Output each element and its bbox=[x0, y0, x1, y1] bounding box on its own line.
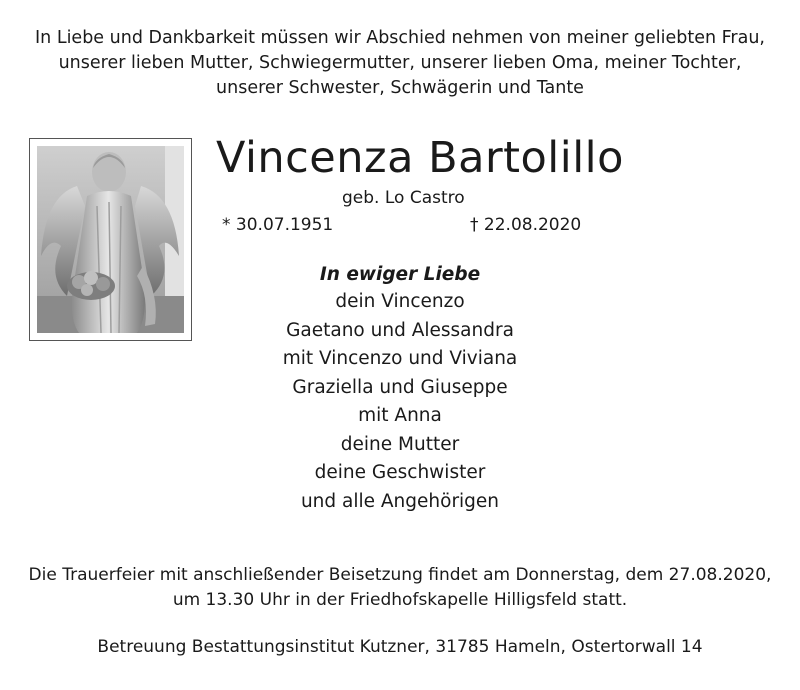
mourner-line: dein Vincenzo bbox=[335, 291, 465, 312]
deceased-name: Vincenza Bartolillo bbox=[216, 133, 624, 183]
intro-line: unserer Schwester, Schwägerin und Tante bbox=[216, 78, 584, 98]
mourner-line: und alle Angehörigen bbox=[300, 490, 500, 512]
intro-line: unserer lieben Mutter, Schwiegermutter, unserer lieben Oma, meiner Tochter, bbox=[58, 53, 742, 73]
memorial-photo bbox=[29, 138, 192, 341]
birth-name: geb. Lo Castro bbox=[342, 188, 465, 208]
funeral-line: Die Trauerfeier mit anschließender Beisetzung findet am Donnerstag, dem 27.08.2020, bbox=[28, 565, 772, 585]
mourner-line: mit Vincenzo und Viviana bbox=[282, 348, 518, 369]
mourner-line: deine Geschwister bbox=[314, 462, 486, 483]
birth-date: * 30.07.1951 bbox=[222, 215, 334, 235]
angel-statue-photo bbox=[37, 146, 184, 333]
funeral-info bbox=[0, 563, 800, 613]
funeral-line: um 13.30 Uhr in der Friedhofskapelle Hilligsfeld statt. bbox=[172, 590, 628, 610]
mourner-line: mit Anna bbox=[358, 405, 442, 426]
mourner-line: Graziella und Giuseppe bbox=[292, 376, 508, 398]
motto: In ewiger Liebe bbox=[319, 264, 481, 285]
intro-text bbox=[0, 26, 800, 101]
mourner-line: deine Mutter bbox=[340, 433, 460, 455]
mourner-line: Gaetano und Alessandra bbox=[286, 319, 514, 341]
intro-line: In Liebe und Dankbarkeit müssen wir Abschied nehmen von meiner geliebten Frau, bbox=[35, 28, 765, 48]
mourners-list bbox=[282, 262, 518, 516]
death-date: † 22.08.2020 bbox=[470, 215, 582, 235]
undertaker-info: Betreuung Bestattungsinstitut Kutzner, 31785 Hameln, Ostertorwall 14 bbox=[97, 637, 703, 657]
